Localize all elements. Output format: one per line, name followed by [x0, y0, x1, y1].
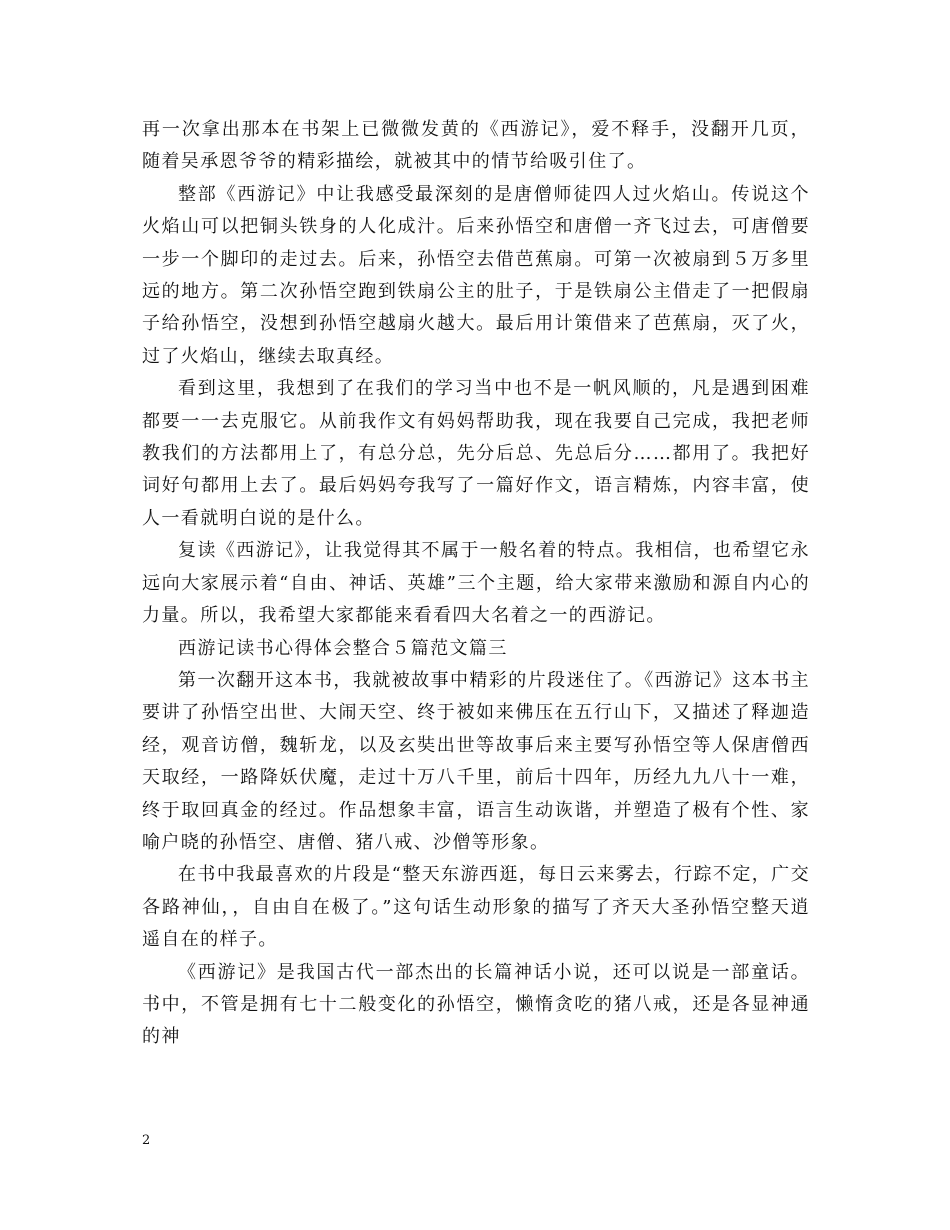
page-number: 2: [142, 1133, 151, 1148]
paragraph: 《西游记》是我国古代一部杰出的长篇神话小说，还可以说是一部童话。书中，不管是拥有七十二般变化的孙悟空，懒惰贪吃的猪八戒，还是各显神通的神: [142, 961, 810, 1048]
paragraph: 看到这里，我想到了在我们的学习当中也不是一帆风顺的，凡是遇到困难都要一一去克服它。从前我作文有妈妈帮助我，现在我要自己完成，我把老师教我们的方法都用上了，有总分总，先分后总、先总后分……都用了。我把好词好句都用上去了。最后妈妈夸我写了一篇好作文，语言精炼，内容丰富，使人一看就明白说的是什么。: [142, 378, 810, 529]
paragraph: 再一次拿出那本在书架上已微微发黄的《西游记》，爱不释手，没翻开几页，随着吴承恩爷爷的精彩描绘，就被其中的情节给吸引住了。: [142, 119, 810, 173]
body-text: [142, 114, 810, 1054]
paragraph: 第一次翻开这本书，我就被故事中精彩的片段迷住了。《西游记》这本书主要讲了孙悟空出世、大闹天空、终于被如来佛压在五行山下，又描述了释迦造经，观音访僧，魏斩龙，以及玄奘出世等故事后来主要写孙悟空等人保唐僧西天取经，一路降妖伏魔，走过十万八千里，前后十四年，历经九九八十一难，终于取回真金的经过。作品想象丰富，语言生动诙谐，并塑造了极有个性、家喻户晓的孙悟空、唐僧、猪八戒、沙僧等形象。: [142, 669, 810, 853]
section-heading: 西游记读书心得体会整合５篇范文篇三: [178, 637, 508, 659]
paragraph: 在书中我最喜欢的片段是“整天东游西逛，每日云来雾去，行踪不定，广交各路神仙，，自由自在极了。”这句话生动形象的描写了齐天大圣孙悟空整天逍遥自在的样子。: [142, 864, 810, 951]
paragraph: 复读《西游记》，让我觉得其不属于一般名着的特点。我相信，也希望它永远向大家展示着“自由、神话、英雄”三个主题，给大家带来激励和源自内心的力量。所以，我希望大家都能来看看四大名着之一的西游记。: [142, 540, 810, 627]
paragraph: 整部《西游记》中让我感受最深刻的是唐僧师徒四人过火焰山。传说这个火焰山可以把铜头铁身的人化成汁。后来孙悟空和唐僧一齐飞过去，可唐僧要一步一个脚印的走过去。后来，孙悟空去借芭蕉扇。可第一次被扇到５万多里远的地方。第二次孙悟空跑到铁扇公主的肚子，于是铁扇公主借走了一把假扇子给孙悟空，没想到孙悟空越扇火越大。最后用计策借来了芭蕉扇，灭了火，过了火焰山，继续去取真经。: [142, 183, 810, 367]
